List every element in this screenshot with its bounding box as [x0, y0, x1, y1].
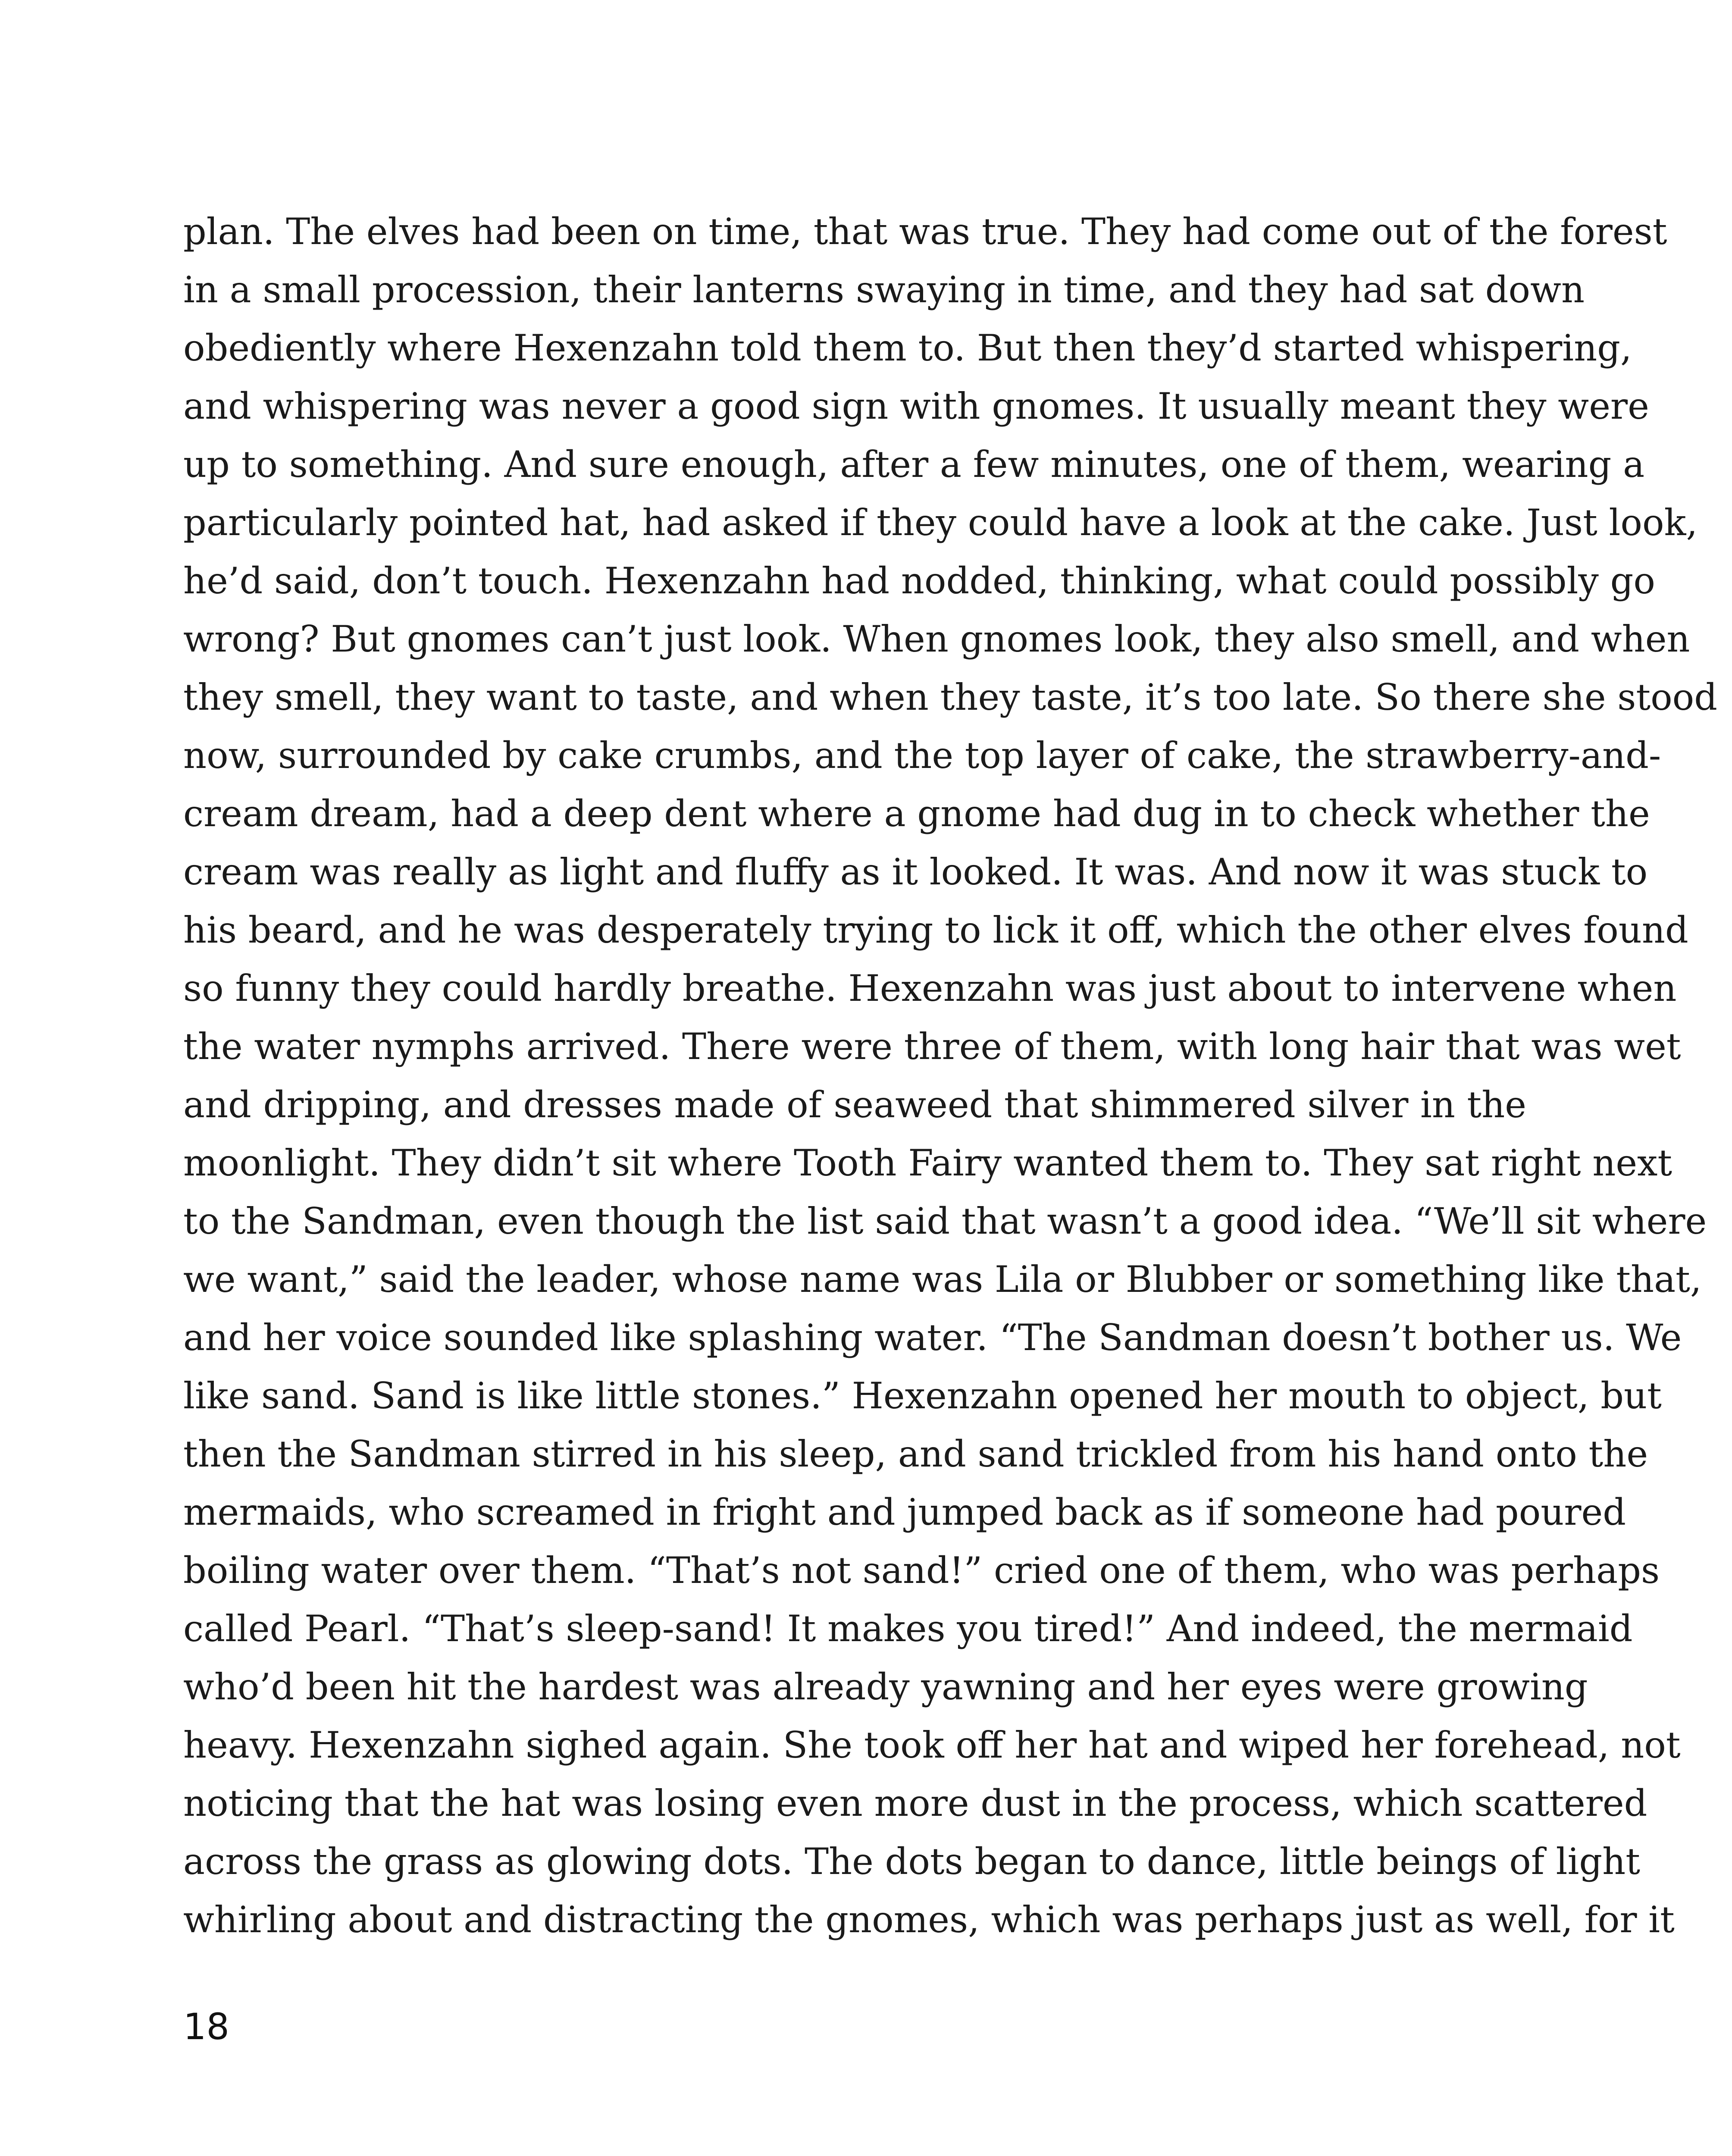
text-line: like sand. Sand is like little stones.” Hexenzahn opened her mouth to object, but: [183, 1375, 1662, 1417]
text-line: they smell, they want to taste, and when they taste, it’s too late. So there she stood: [183, 676, 1718, 718]
page-number: 18: [183, 2006, 229, 2048]
text-line: wrong? But gnomes can’t just look. When gnomes look, they also smell, and when: [183, 618, 1690, 660]
text-line: and whispering was never a good sign with gnomes. It usually meant they were: [183, 385, 1649, 427]
text-line: his beard, and he was desperately trying to lick it off, which the other elves found: [183, 909, 1688, 951]
text-line: he’d said, don’t touch. Hexenzahn had nodded, thinking, what could possibly go: [183, 560, 1655, 602]
text-line: obediently where Hexenzahn told them to. But then they’d started whispering,: [183, 327, 1632, 369]
text-line: called Pearl. “That’s sleep-sand! It makes you tired!” And indeed, the mermaid: [183, 1608, 1633, 1650]
text-line: plan. The elves had been on time, that was true. They had come out of the forest: [183, 210, 1667, 253]
text-line: particularly pointed hat, had asked if they could have a look at the cake. Just look,: [183, 501, 1698, 544]
text-line: to the Sandman, even though the list said that wasn’t a good idea. “We’ll sit where: [183, 1200, 1707, 1242]
text-line: and dripping, and dresses made of seaweed that shimmered silver in the: [183, 1084, 1526, 1126]
text-line: the water nymphs arrived. There were three of them, with long hair that was wet: [183, 1025, 1681, 1068]
text-line: so funny they could hardly breathe. Hexenzahn was just about to intervene when: [183, 967, 1677, 1009]
text-line: whirling about and distracting the gnomes, which was perhaps just as well, for it: [183, 1899, 1675, 1941]
text-line: who’d been hit the hardest was already yawning and her eyes were growing: [183, 1666, 1588, 1708]
text-line: across the grass as glowing dots. The dots began to dance, little beings of light: [183, 1840, 1640, 1883]
text-line: mermaids, who screamed in fright and jumped back as if someone had poured: [183, 1491, 1626, 1533]
text-line: up to something. And sure enough, after a few minutes, one of them, wearing a: [183, 443, 1645, 486]
text-line: moonlight. They didn’t sit where Tooth Fairy wanted them to. They sat right next: [183, 1142, 1672, 1184]
text-line: boiling water over them. “That’s not sand!” cried one of them, who was perhaps: [183, 1549, 1660, 1592]
text-line: we want,” said the leader, whose name was Lila or Blubber or something like that,: [183, 1258, 1702, 1300]
text-line: now, surrounded by cake crumbs, and the top layer of cake, the strawberry-and-: [183, 734, 1661, 777]
text-line: cream was really as light and fluffy as it looked. It was. And now it was stuck to: [183, 851, 1648, 893]
text-line: cream dream, had a deep dent where a gnome had dug in to check whether the: [183, 793, 1650, 835]
text-line: in a small procession, their lanterns swaying in time, and they had sat down: [183, 269, 1585, 311]
text-line: noticing that the hat was losing even more dust in the process, which scattered: [183, 1782, 1647, 1824]
body-text: [183, 203, 1718, 1949]
text-line: heavy. Hexenzahn sighed again. She took off her hat and wiped her forehead, not: [183, 1724, 1681, 1766]
text-line: and her voice sounded like splashing water. “The Sandman doesn’t bother us. We: [183, 1316, 1682, 1359]
text-line: then the Sandman stirred in his sleep, and sand trickled from his hand onto the: [183, 1433, 1648, 1475]
